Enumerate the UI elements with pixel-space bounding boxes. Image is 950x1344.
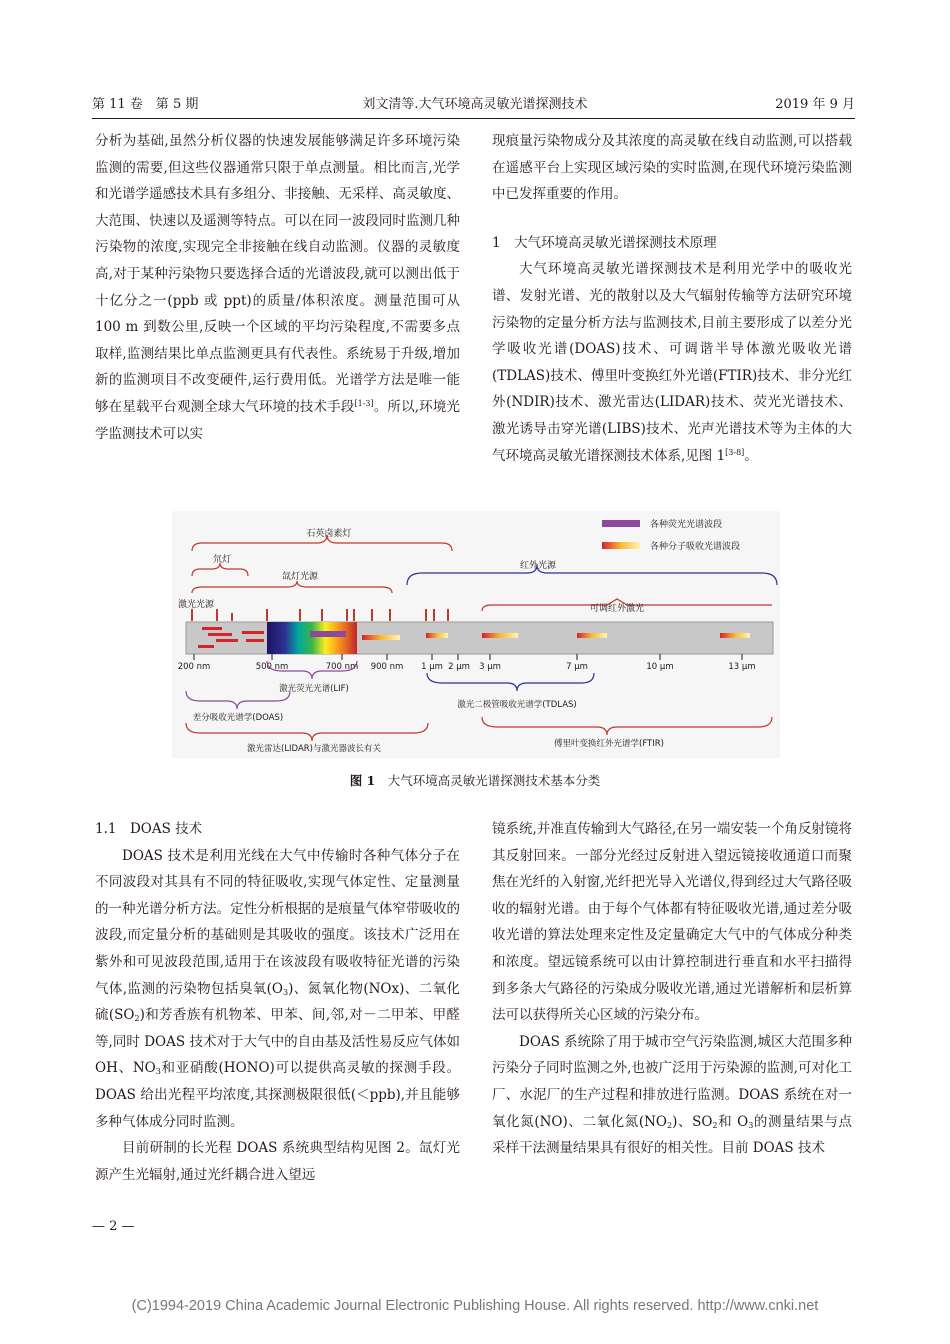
paragraph-text: DOAS 技术是利用光线在大气中传输时各种气体分子在不同波段对其具有不同的特征吸收,实现气体定性、定量测量的一种光谱分析方法。定性分析根据的是痕量气体窄带吸收的波段,而定量分析的基础则是其吸收的强度。该技术广泛用在紫外和可见波段范围,适用于在该波段有吸收特征光谱的污染气体,监测的污染物包括臭氧(O: [95, 847, 460, 997]
ftir-brace: [482, 717, 772, 735]
lif-label: 激光荧光光谱(LIF): [279, 684, 349, 694]
ir-source-label: 红外光源: [519, 561, 557, 571]
bottom-left-column: [95, 816, 460, 1188]
quartz-lamp-label: 石英卤素灯: [306, 529, 352, 539]
subscript: 2: [667, 1120, 673, 1130]
legend-abs-swatch: [602, 542, 640, 549]
paragraph-text: 和亚硝酸(HONO)可以提供高灵敏的探测手段。DOAS 给出光程平均浓度,其探测极限很低(＜ppb),并且能够多种气体成分同时监测。: [95, 1060, 460, 1130]
top-left-column: [95, 128, 460, 447]
citation: [3-8]: [725, 447, 745, 457]
xenon-source-brace: [192, 581, 392, 593]
paragraph: [95, 128, 460, 447]
section-heading: 1.1 DOAS 技术: [95, 821, 203, 837]
fluorescence-band: [310, 631, 346, 637]
paragraph: 镜系统,并准直传输到大气路径,在另一端安装一个角反射镜将其反射回来。一部分光经过反射进入望远镜接收通道口而聚焦在光纤的入射窗,光纤把光导入光谱仪,得到经过大气路径吸收的辐射光谱。由于每个气体都有特征吸收光谱,通过差分吸收光谱的算法处理来定性及定量确定大气中的气体成分种类和浓度。望远镜系统可以由计算控制进行垂直和水平扫描得到多条大气路径的污染成分吸收光谱,通过光谱解析和层析算法可以获得所关心区域的污染分布。: [492, 821, 852, 1024]
doas-label: 差分吸收光谱学(DOAS): [192, 713, 284, 723]
paragraph-text: 分析为基础,虽然分析仪器的快速发展能够满足许多环境污染监测的需要,但这些仪器通常只限于单点测量。相比而言,光学和光谱学遥感技术具有多组分、非接触、无采样、高灵敏度、大范围、快速以及遥测等特点。可以在同一波段同时监测几种污染物的浓度,实现完全非接触在线自动监测。仪器的灵敏度高,对于某种污染物只要选择合适的光谱波段,就可以测出低于十亿分之一(ppb 或 ppt)的质量/体积浓度。测量范围可从 100 m 到数公里,反映一个区域的平均污染程度,不需要多点取样,监测结果比单点监测更具有代表性。系统易于升级,增加新的监测项目不改变硬件,运行费用低。光谱学方法是唯一能够在星载平台观测全球大气环境的技术手段: [95, 133, 460, 415]
tick-label: 2 μm: [448, 662, 470, 672]
tick-label: 3 μm: [479, 662, 501, 672]
tick-label: 1 μm: [421, 662, 443, 672]
tdlas-label: 激光二极管吸收光谱学(TDLAS): [457, 700, 577, 710]
ftir-label: 傅里叶变换红外光谱学(FTIR): [554, 739, 664, 749]
copyright-footer: (C)1994-2019 China Academic Journal Electronic Publishing House. All rights reserved. http://www.cnki.net: [131, 1298, 819, 1314]
tick-label: 700 nm: [325, 662, 359, 672]
paragraph-text: )和芳香族有机物苯、甲苯、间,邻,对－二甲苯、甲醛等,同时 DOAS 技术对于大气中的自由基及活性易反应气体如 OH、NO: [95, 1007, 460, 1077]
figure-caption: [0, 772, 950, 790]
paragraph-text: 。所以,环境光学监测技术可以实: [95, 398, 460, 442]
legend-fluor-label: 各种荧光光谱波段: [650, 520, 723, 530]
subscript: 2: [134, 1014, 140, 1024]
page-number: — 2 —: [92, 1219, 135, 1234]
running-header-volume: 第 11 卷 第 5 期: [92, 97, 199, 112]
caption-label: 图 1: [349, 773, 376, 788]
visible-spectrum: [267, 622, 357, 654]
paragraph: [492, 1029, 852, 1162]
lidar-brace: [186, 723, 428, 741]
paragraph: [95, 843, 460, 1136]
header-rule: [92, 118, 855, 119]
citation: [1-3]: [354, 398, 374, 408]
tick-label: 900 nm: [370, 662, 404, 672]
paragraph-text: 和 O: [717, 1113, 749, 1130]
tick-label: 500 nm: [255, 662, 289, 672]
paragraph: 目前研制的长光程 DOAS 系统典型结构见图 2。氙灯光源产生光辐射,通过光纤耦合进入望远: [95, 1140, 460, 1183]
subscript: 3: [155, 1067, 161, 1077]
figure-1: [172, 511, 780, 758]
xenon-source-label: 氙灯光源: [281, 572, 319, 582]
spectrum-diagram: [172, 511, 780, 758]
axis-tick-labels: [178, 662, 756, 672]
section-heading: 1 大气环境高灵敏光谱探测技术原理: [492, 234, 717, 251]
caption-text: 大气环境高灵敏光谱探测技术基本分类: [375, 773, 601, 788]
bottom-right-column: [492, 816, 852, 1162]
doas-brace: [186, 691, 290, 709]
tick-label: 7 μm: [566, 662, 588, 672]
tick-label: 10 μm: [646, 662, 674, 672]
paragraph: 现痕量污染物成分及其浓度的高灵敏在线自动监测,可以搭载在遥感平台上实现区域污染的实时监测,在现代环境污染监测中已发挥重要的作用。: [492, 133, 852, 203]
running-header-title: 刘文清等.大气环境高灵敏光谱探测技术: [362, 97, 588, 112]
legend-fluor-swatch: [602, 520, 640, 527]
paragraph: [492, 256, 852, 469]
ir-source-brace: [407, 565, 777, 585]
laser-source-label: 激光光源: [178, 600, 215, 610]
legend-abs-label: 各种分子吸收光谱波段: [650, 542, 741, 552]
tick-label: 13 μm: [728, 662, 756, 672]
subscript: 3: [748, 1120, 754, 1130]
paragraph-text: 大气环境高灵敏光谱探测技术是利用光学中的吸收光谱、发射光谱、光的散射以及大气辐射传输等方法研究环境污染物的定量分析方法与监测技术,目前主要形成了以差分光学吸收光谱(DOAS)技术、可调谐半导体激光吸收光谱(TDLAS)技术、傅里叶变换红外光谱(FTIR)技术、非分光红外(NDIR)技术、激光雷达(LIDAR)技术、荧光光谱技术、激光诱导击穿光谱(LIBS)技术、光声光谱技术等为主体的大气环境高灵敏光谱探测技术体系,见图 1: [492, 261, 852, 464]
paragraph-text: DOAS 系统除了用于城市空气污染监测,城区大范围多种污染分子同时监测之外,也被广泛用于污染源的监测,可对化工厂、水泥厂的生产过程和排放进行监测。DOAS 系统在对一氧化氮(NO)、二氧化氮(NO: [492, 1033, 852, 1130]
paragraph-text: 。: [744, 447, 758, 464]
subscript: 2: [712, 1120, 718, 1130]
laser-lines: [192, 609, 448, 621]
subscript: 3: [282, 987, 289, 997]
lidar-label: 激光雷达(LIDAR)与激光器波长有关: [247, 744, 381, 754]
paragraph-text: )、SO: [672, 1113, 713, 1130]
tunable-ir-label: 可调红外激光: [589, 604, 645, 614]
axis-ticks: [194, 654, 742, 660]
top-right-column: [492, 128, 852, 469]
running-header-date: 2019 年 9 月: [775, 97, 855, 112]
deuterium-label: 氘灯: [212, 555, 232, 565]
tick-label: 200 nm: [177, 662, 211, 672]
tdlas-brace: [427, 673, 594, 691]
paragraph-text: 的测量结果与点采样干法测量结果具有很好的相关性。目前 DOAS 技术: [492, 1113, 853, 1157]
paragraph-text: )、氮氧化物(NOx)、二氧化硫(SO: [95, 980, 460, 1024]
